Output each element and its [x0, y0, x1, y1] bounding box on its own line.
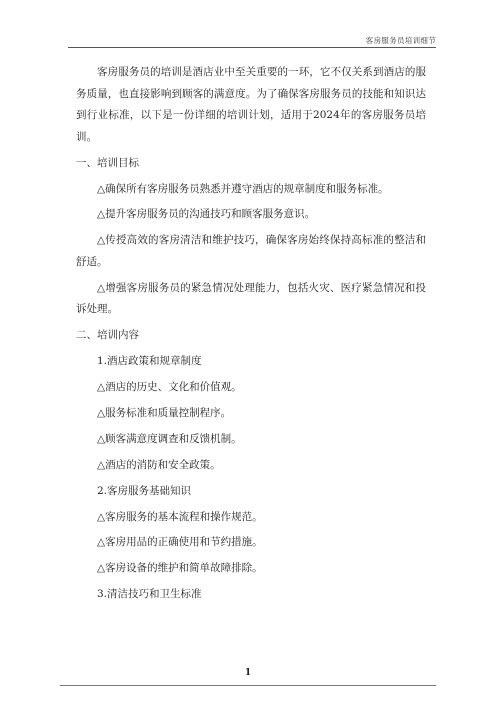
goal-item: △传授高效的客房清洁和维护技巧，确保客房始终保持高标准的整洁和舒适。	[76, 234, 426, 268]
subsection-heading-basics: 2.客房服务基础知识	[97, 484, 192, 497]
basics-item: △客房用品的正确使用和节约措施。	[97, 536, 263, 549]
page-footer	[0, 668, 496, 702]
goal-item: △提升客房服务员的沟通技巧和顾客服务意识。	[97, 208, 316, 221]
intro-paragraph: 客房服务员的培训是酒店业中至关重要的一环，它不仅关系到酒店的服务质量，也直接影响到顾客的满意度。为了确保客房服务员的技能和知识达到行业标准，以下是一份详细的培训计划，适用于2024年的客房服务员培训。	[76, 66, 426, 143]
header-title: 客房服务员培训细节	[365, 36, 436, 45]
basics-item: △客房设备的维护和简单故障排除。	[97, 562, 263, 575]
section-heading-content: 二、培训内容	[76, 329, 139, 342]
page-header	[0, 0, 496, 48]
footer-divider	[60, 685, 436, 686]
policy-item: △服务标准和质量控制程序。	[97, 406, 232, 419]
basics-item: △客房服务的基本流程和操作规范。	[97, 510, 263, 523]
header-divider	[68, 47, 436, 48]
subsection-heading-cleaning: 3.清洁技巧和卫生标准	[97, 588, 202, 601]
policy-item: △酒店的消防和安全政策。	[97, 458, 221, 471]
page-number: 1	[244, 668, 252, 678]
policy-item: △顾客满意度调查和反馈机制。	[97, 432, 242, 445]
policy-item: △酒店的历史、文化和价值观。	[97, 381, 242, 394]
section-heading-goals: 一、培训目标	[76, 156, 139, 169]
goal-item: △确保所有客房服务员熟悉并遵守酒店的规章制度和服务标准。	[97, 182, 389, 195]
goal-item: △增强客房服务员的紧急情况处理能力，包括火灾、医疗紧急情况和投诉处理。	[76, 281, 426, 316]
subsection-heading-policies: 1.酒店政策和规章制度	[97, 355, 202, 368]
document-body	[76, 62, 426, 610]
